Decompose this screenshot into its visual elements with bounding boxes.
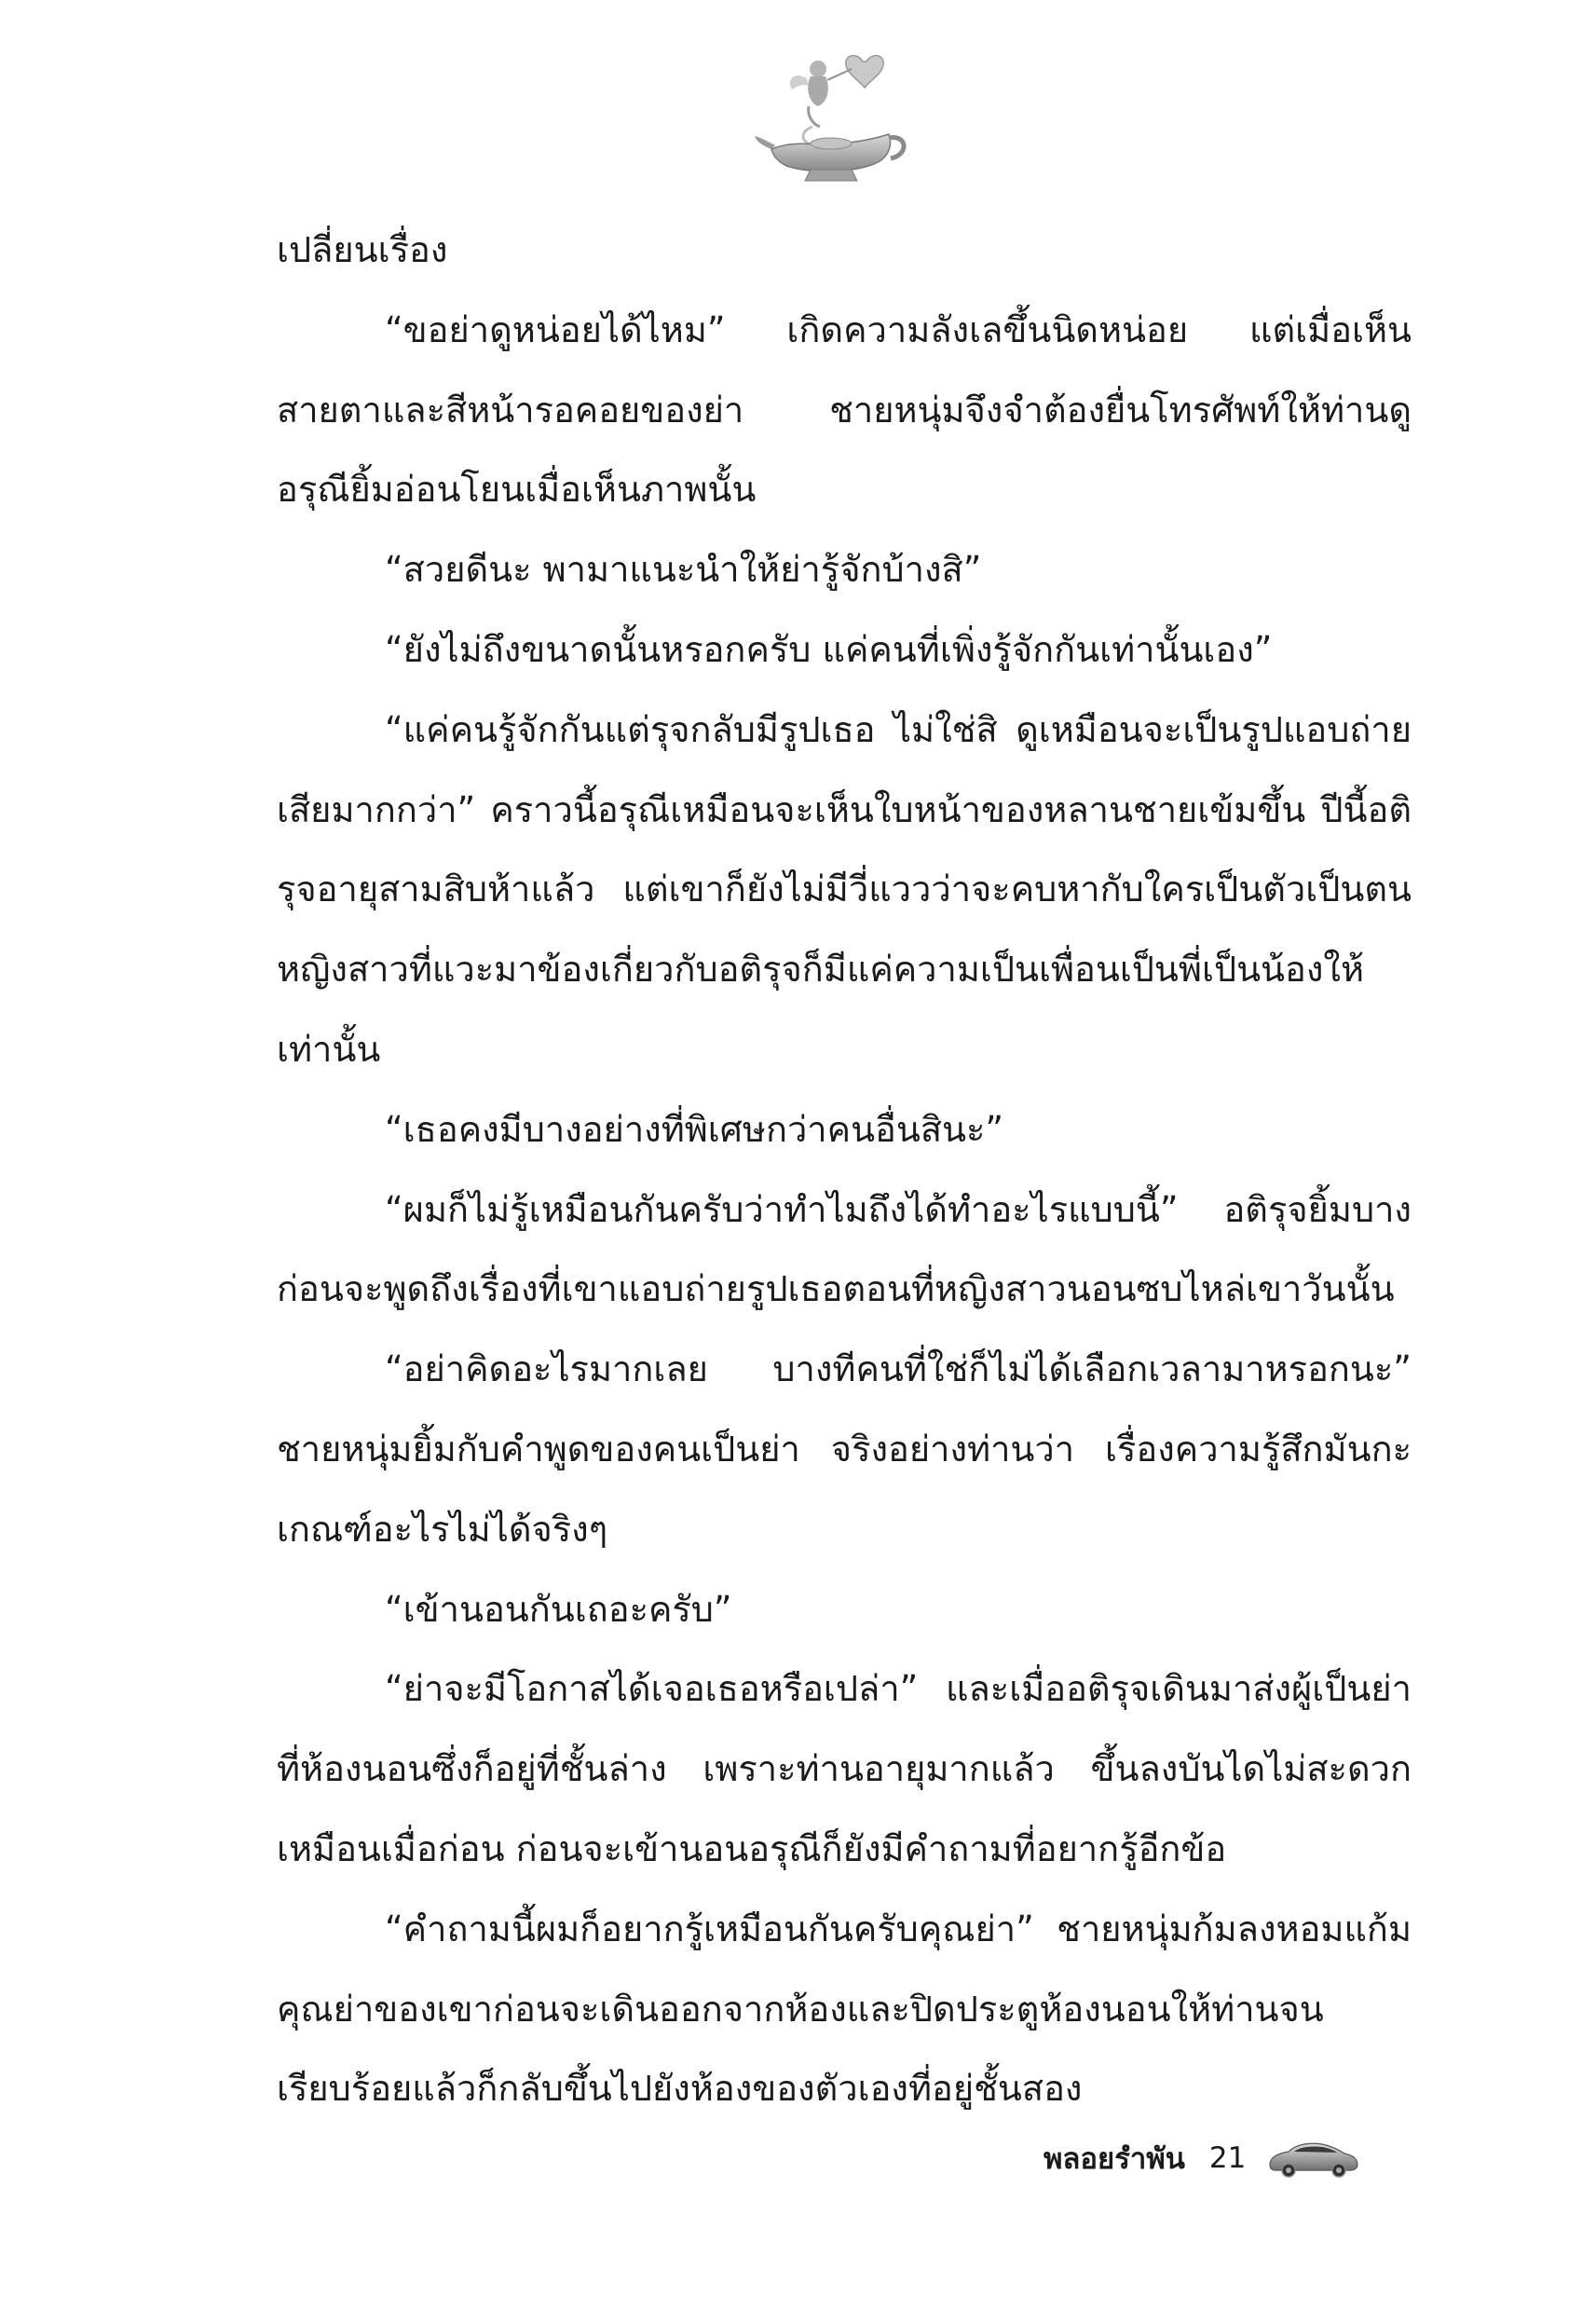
paragraph: “เข้านอนกันเถอะครับ” (385, 1588, 732, 1630)
paragraph: “ขอย่าดูหน่อยได้ไหม” เกิดความลังเลขึ้นนิดหน่อย แต่เมื่อเห็นสายตาและสีหน้ารอคอยของย่า ชายหนุ่มจึงจำต้องยื่นโทรศัพท์ให้ท่านดู อรุณียิ้มอ่อนโยนเมื่อเห็นภาพนั้น (277, 308, 1412, 511)
paragraph: “คำถามนี้ผมก็อยากรู้เหมือนกันครับคุณย่า” ชายหนุ่มก้มลงหอมแก้มคุณย่าของเขาก่อนจะเดินออกจากห้องและปิดประตูห้องนอนให้ท่านจนเรียบร้อยแล้วก็กลับขึ้นไปยังห้องของตัวเองที่อยู่ชั้นสอง (277, 1908, 1412, 2110)
sports-car-icon (1266, 2137, 1359, 2180)
body-text (277, 211, 1412, 2129)
paragraph: “ย่าจะมีโอกาสได้เจอเธอหรือเปล่า” และเมื่ออติรุจเดินมาส่งผู้เป็นย่าที่ห้องนอนซึ่งก็อยู่ที่ชั้นล่าง เพราะท่านอายุมากแล้ว ขึ้นลงบันไดไม่สะดวกเหมือนเมื่อก่อน ก่อนจะเข้านอนอรุณีก็ยังมีคำถามที่อยากรู้อีกข้อ (277, 1668, 1412, 1869)
paragraph: “ยังไม่ถึงขนาดนั้นหรอกครับ แค่คนที่เพิ่งรู้จักกันเท่านั้นเอง” (385, 628, 1273, 670)
page-number: 21 (1208, 2141, 1247, 2175)
paragraph: “สวยดีนะ พามาแนะนำให้ย่ารู้จักบ้างสิ” (385, 549, 982, 591)
paragraph: เปลี่ยนเรื่อง (277, 229, 448, 270)
paragraph: “ผมก็ไม่รู้เหมือนกันครับว่าทำไมถึงได้ทำอะไรแบบนี้” อติรุจยิ้มบางก่อนจะพูดถึงเรื่องที่เขาแอบถ่ายรูปเธอตอนที่หญิงสาวนอนซบไหล่เขาวันนั้น (277, 1188, 1412, 1310)
page-footer (1044, 2130, 1359, 2186)
paragraph: “แค่คนรู้จักกันแต่รุจกลับมีรูปเธอ ไม่ใช่สิ ดูเหมือนจะเป็นรูปแอบถ่ายเสียมากกว่า” คราวนี้อรุณีเหมือนจะเห็นใบหน้าของหลานชายเข้มขึ้น ปีนี้อติรุจอายุสามสิบห้าแล้ว แต่เขาก็ยังไม่มีวี่แววว่าจะคบหากับใครเป็นตัวเป็นตน หญิงสาวที่แวะมาข้องเกี่ยวกับอติรุจก็มีแค่ความเป็นเพื่อนเป็นพี่เป็นน้องให้เท่านั้น (277, 708, 1412, 1070)
paragraph: “เธอคงมีบางอย่างที่พิเศษกว่าคนอื่นสินะ” (385, 1108, 1004, 1150)
genie-lamp-cupid-icon (753, 48, 911, 188)
paragraph: “อย่าคิดอะไรมากเลย บางทีคนที่ใช่ก็ไม่ได้เลือกเวลามาหรอกนะ” ชายหนุ่มยิ้มกับคำพูดของคนเป็นย่า จริงอย่างท่านว่า เรื่องความรู้สึกมันกะเกณฑ์อะไรไม่ได้จริงๆ (277, 1348, 1412, 1550)
book-title: พลอยรำพัน (1044, 2142, 1185, 2176)
